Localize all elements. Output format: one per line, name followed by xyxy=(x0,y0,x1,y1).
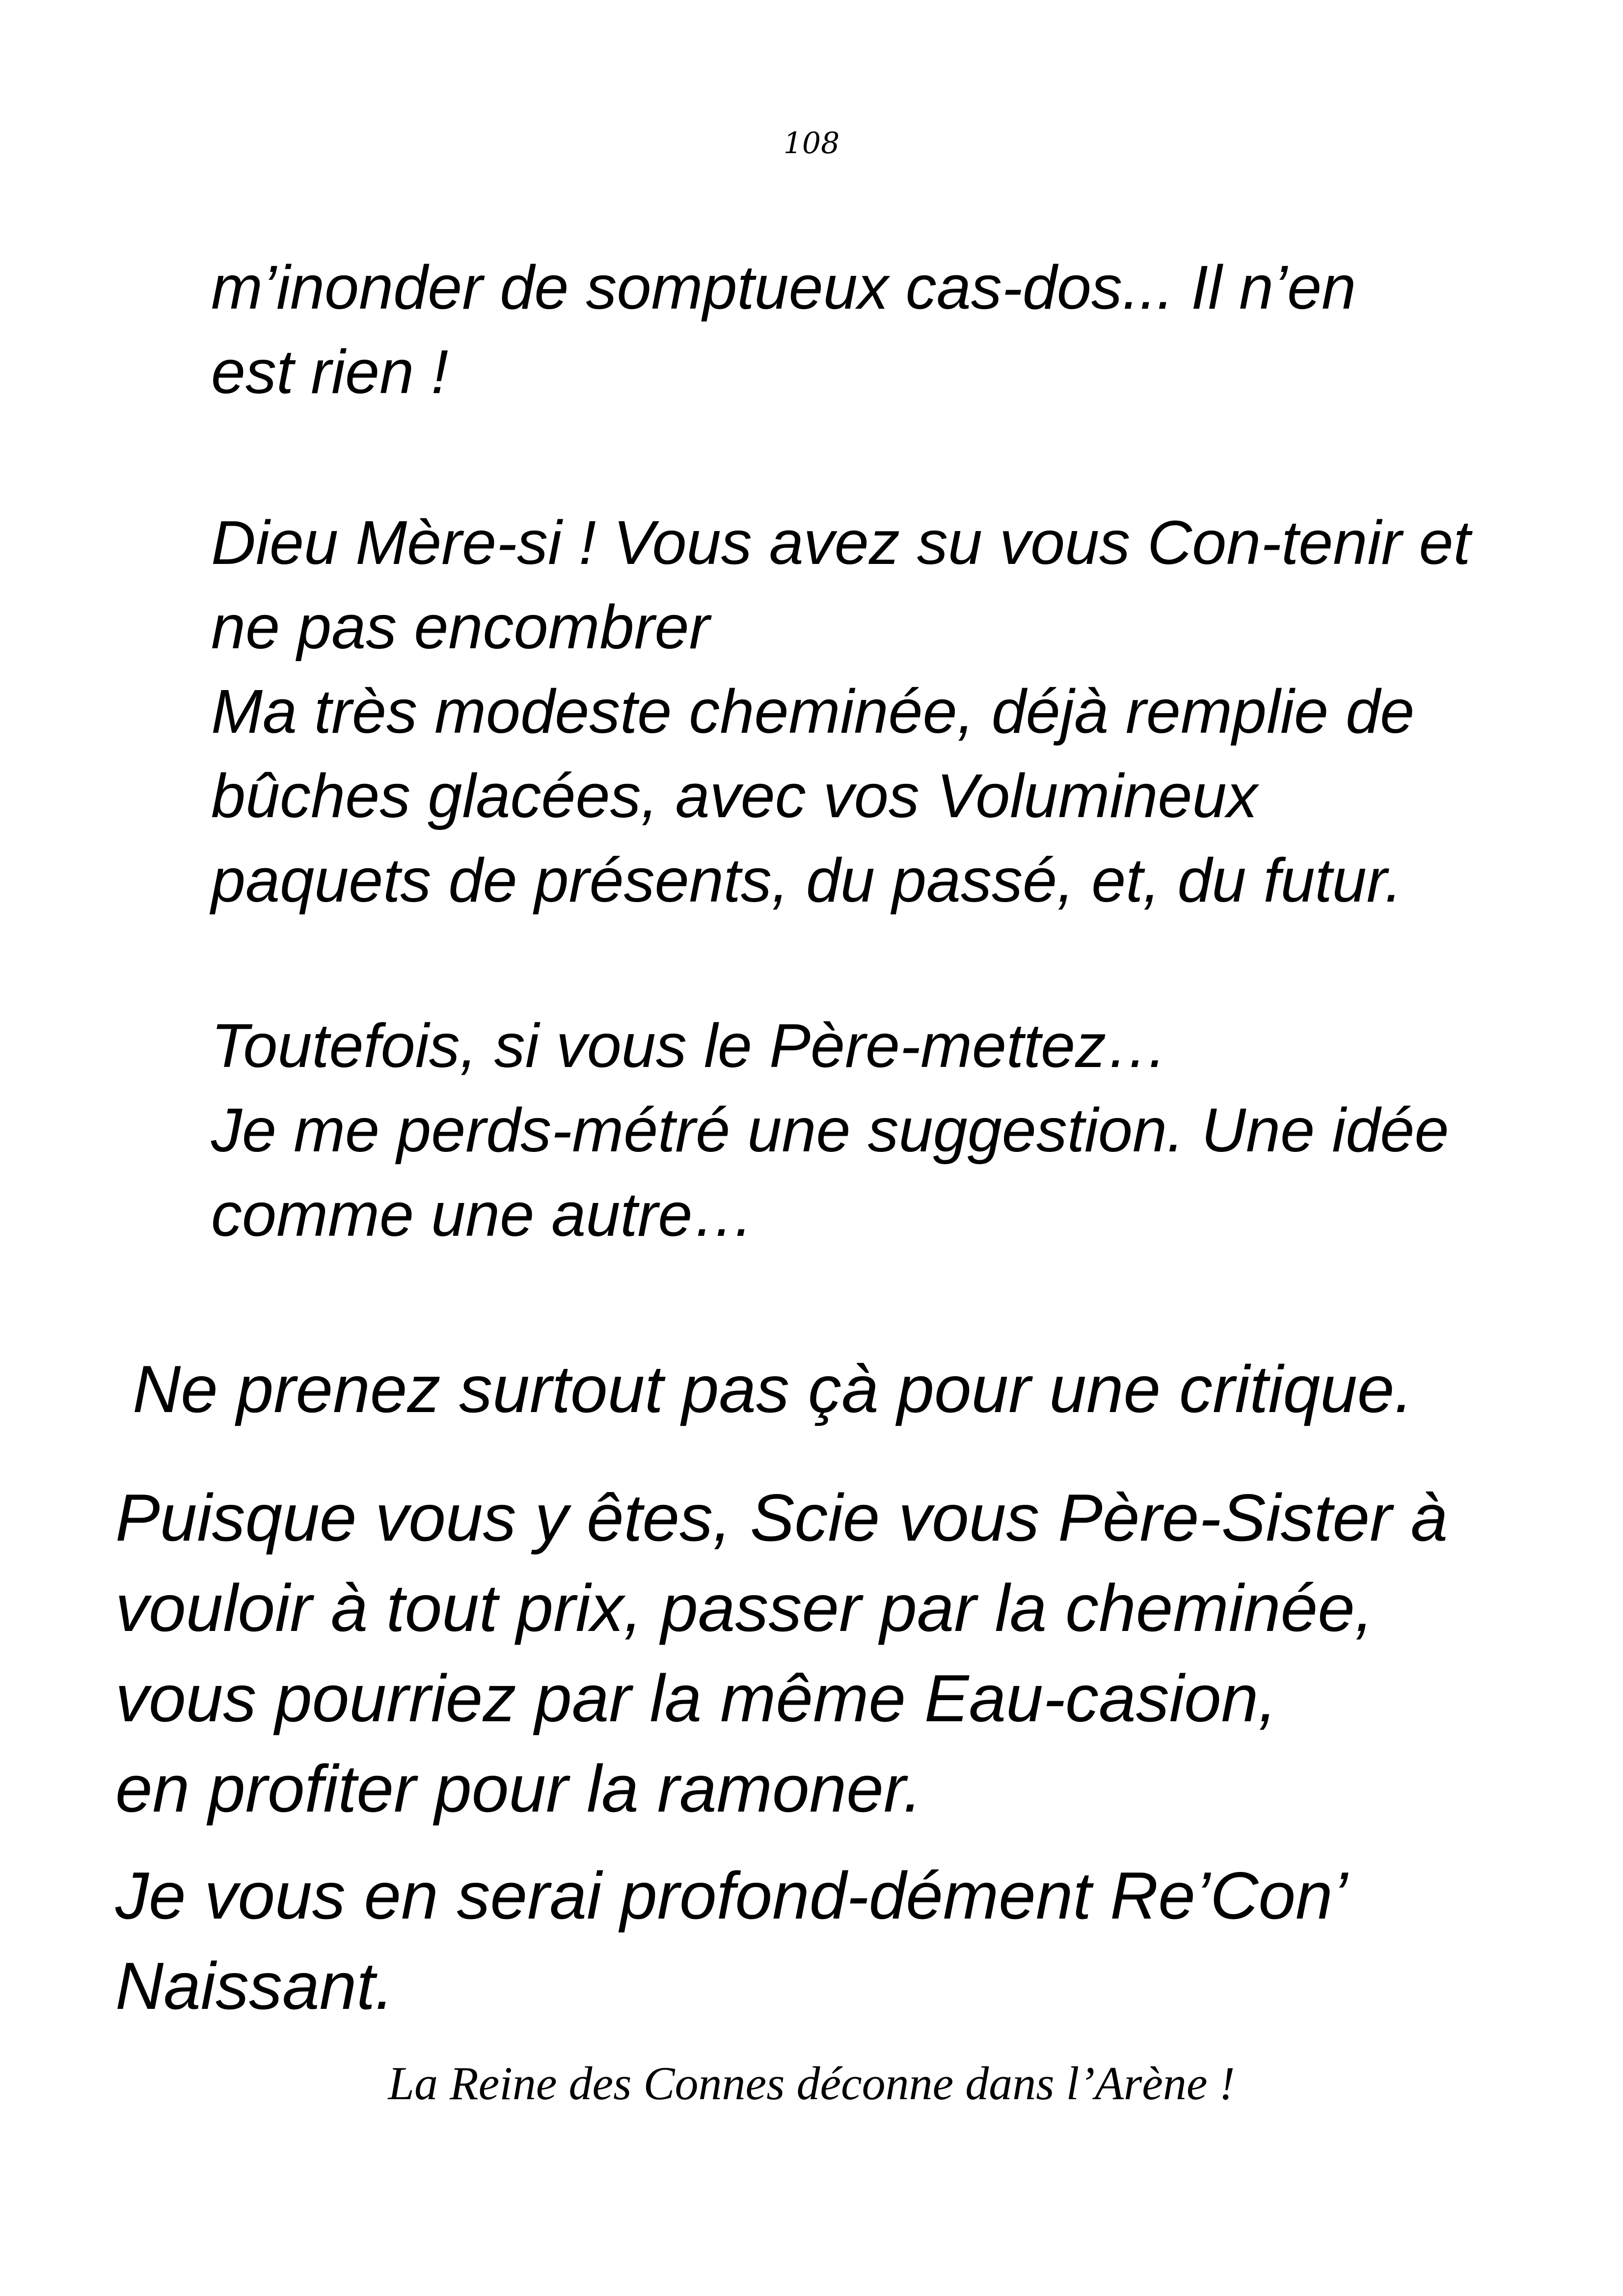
page-footer: La Reine des Connes déconne dans l’Arène ! xyxy=(388,2057,1235,2109)
passage-2 xyxy=(211,501,1470,923)
text-line: Naissant. xyxy=(115,1949,394,2023)
passage-3 xyxy=(211,1004,1449,1257)
text-line: Je vous en serai profond-dément Re’Con’ xyxy=(115,1858,1348,1933)
text-line: en profiter pour la ramoner. xyxy=(115,1751,922,1826)
text-line: Ne prenez surtout pas çà pour une critique. xyxy=(133,1352,1413,1426)
text-line: vouloir à tout prix, passer par la cheminée, xyxy=(115,1571,1374,1645)
passage-5 xyxy=(115,1472,1448,1834)
passage-6 xyxy=(115,1850,1348,2031)
page-number: 108 xyxy=(783,126,840,160)
text-line: m’inonder de somptueux cas-dos... Il n’en xyxy=(211,253,1356,322)
text-line: comme une autre… xyxy=(211,1180,755,1249)
text-line: paquets de présents, du passé, et, du futur. xyxy=(211,846,1402,915)
text-line: bûches glacées, avec vos Volumineux xyxy=(211,761,1258,830)
passage-1 xyxy=(211,245,1356,414)
passage-4 xyxy=(133,1345,1413,1433)
text-line: vous pourriez par la même Eau-casion, xyxy=(115,1661,1277,1735)
text-line: Toutefois, si vous le Père-mettez… xyxy=(211,1011,1168,1080)
text-line: est rien ! xyxy=(211,337,449,406)
text-line: Dieu Mère-si ! Vous avez su vous Con-tenir et xyxy=(211,508,1471,577)
text-line: Ma très modeste cheminée, déjà remplie de xyxy=(211,677,1415,746)
text-line: Je me perds-métré une suggestion. Une idée xyxy=(211,1095,1449,1165)
text-line: ne pas encombrer xyxy=(211,592,710,662)
text-line: Puisque vous y êtes, Scie vous Père-Sister à xyxy=(115,1480,1448,1555)
